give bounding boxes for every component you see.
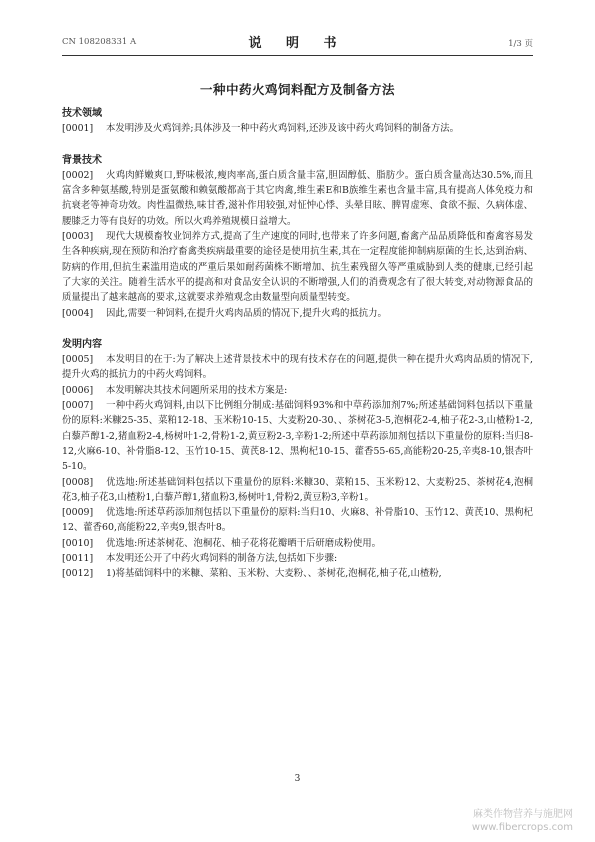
paragraph-text: 现代大规模畜牧业饲养方式,提高了生产速度的同时,也带来了许多问题,畜禽产品品质降低和畜禽容易发生各种疾病,现在预防和治疗畜禽类疾病最重要的途径是使用抗生素,其在一定程度能抑制病原菌的生长,达到治病、防病的作用,但抗生素滥用造成的严重后果如耐药菌株不断增加、抗生素残留久等严重威胁到人类的健康,已经引起了大家的关注。随着生活水平的提高和对食品安全认识的不断增强,人们的消费观念有了很大转变,对动物源食品的质量提出了越来越高的要求,这就要求养殖观念由数量型向质量型转变。 <box>62 231 533 304</box>
paragraph-text: 本发明还公开了中药火鸡饲料的制备方法,包括如下步骤: <box>106 553 338 565</box>
site-watermark <box>472 808 573 834</box>
paragraph-text: 优选地:所述草药添加剂包括以下重量份的原料:当归10、火麻8、补骨脂10、玉竹12、黄芪10、黑枸杞12、藿香60,高能粉22,辛夷9,银杏叶8。 <box>62 507 533 534</box>
paragraph-number: [0003] <box>62 231 94 243</box>
paragraph-number: [0012] <box>62 568 94 580</box>
section-heading: 背景技术 <box>62 154 102 166</box>
page-header <box>62 32 533 52</box>
section-heading: 技术领域 <box>62 108 102 119</box>
paragraph-text: 因此,需要一种饲料,在提升火鸡肉品质的情况下,提升火鸡的抵抗力。 <box>106 307 387 319</box>
paragraph <box>62 229 533 305</box>
document-type: 说 明 书 <box>248 36 347 51</box>
section-invention-content <box>62 337 533 582</box>
page-indicator: 1/3 页 <box>508 39 533 49</box>
paragraph-text: 火鸡肉鲜嫩爽口,野味极浓,瘦肉率高,蛋白质含量丰富,胆固醇低、脂肪少。蛋白质含量高达30.5%,而且富含多种氨基酸,特别是蛋氨酸和赖氨酸都高于其它肉禽,维生素E和B族维生素也含量丰富,具有提高人体免疫力和抗衰老等神奇功效。肉性温微热,味甘香,滋补作用较强,对怔忡心悸、头晕目眩、脾胃虚寒、食欲不振、久病体虚、腰膝乏力等有良好的功效。所以火鸡养殖规模日益增大。 <box>62 169 533 227</box>
paragraph-text: 本发明目的在于:为了解决上述背景技术中的现有技术存在的问题,提供一种在提升火鸡肉品质的情况下,提升火鸡的抵抗力的中药火鸡饲料。 <box>62 354 533 381</box>
section-background <box>62 153 533 321</box>
paragraph-number: [0009] <box>62 507 94 519</box>
paragraph <box>62 536 533 551</box>
paragraph <box>62 551 533 566</box>
document-title: 一种中药火鸡饲料配方及制备方法 <box>199 82 395 97</box>
paragraph-text: 1)将基础饲料中的米糠、菜粕、玉米粉、大麦粉、、茶树花,泡桐花,柚子花,山楂粉, <box>106 568 442 580</box>
header-divider <box>62 55 533 56</box>
paragraph-number: [0011] <box>62 553 94 565</box>
paragraph-number: [0008] <box>62 476 94 488</box>
paragraph-text: 本发明解决其技术问题所采用的技术方案是: <box>106 384 288 396</box>
paragraph-text: 一种中药火鸡饲料,由以下比例组分制成:基础饲料93%和中草药添加剂7%;所述基础饲料包括以下重量份的原料:米糠25-35、菜粕12-18、玉米粉10-15、大麦粉20-30、、茶树花3-5,泡桐花2-4,柚子花2-3,山楂粉1-2,白藜芦醇1-2,猪血粉2-4,杨树叶1-2,骨粉1-2,黄豆粉2-3,辛粉1-2;所述中草药添加剂包括以下重量份的原料:当归8-12,火麻6-10、补骨脂8-12、玉竹10-15、黄芪8-12、黑枸杞10-15、藿香55-65,高能粉20-25,辛夷8-10,银杏叶5-10。 <box>62 400 533 473</box>
paragraph-number: [0006] <box>62 384 94 396</box>
section-technical-field <box>62 106 533 137</box>
paragraph <box>62 383 533 398</box>
paragraph <box>62 505 533 536</box>
paragraph-text: 优选地:所述基础饲料包括以下重量份的原料:米糠30、菜粕15、玉米粉12、大麦粉25、茶树花4,泡桐花3,柚子花3,山楂粉1,白藜芦醇1,猪血粉3,杨树叶1,骨粉2,黄豆粉3,辛粉1。 <box>62 476 533 503</box>
watermark-url: www.fibercrops.com <box>471 822 573 833</box>
section-heading: 发明内容 <box>62 338 102 350</box>
paragraph-text: 本发明涉及火鸡饲养;具体涉及一种中药火鸡饲料,还涉及该中药火鸡饲料的制备方法。 <box>106 123 460 135</box>
paragraph <box>62 566 533 581</box>
watermark-title: 麻类作物营养与施肥网 <box>473 809 573 820</box>
paragraph-number: [0007] <box>62 400 94 412</box>
paragraph-number: [0001] <box>62 123 94 135</box>
paragraph-text: 优选地:所述茶树花、泡桐花、柚子花将花瓣晒干后研磨成粉使用。 <box>106 537 382 549</box>
paragraph <box>62 121 533 136</box>
paragraph <box>62 398 533 474</box>
page-number: 3 <box>294 774 301 784</box>
document-body <box>62 106 533 582</box>
paragraph-number: [0002] <box>62 169 94 181</box>
paragraph-number: [0004] <box>62 307 94 319</box>
paragraph <box>62 168 533 229</box>
paragraph-number: [0010] <box>62 537 94 549</box>
paragraph <box>62 352 533 383</box>
paragraph <box>62 306 533 321</box>
paragraph-number: [0005] <box>62 354 94 366</box>
paragraph <box>62 475 533 506</box>
patent-number: CN 108208331 A <box>62 37 137 47</box>
